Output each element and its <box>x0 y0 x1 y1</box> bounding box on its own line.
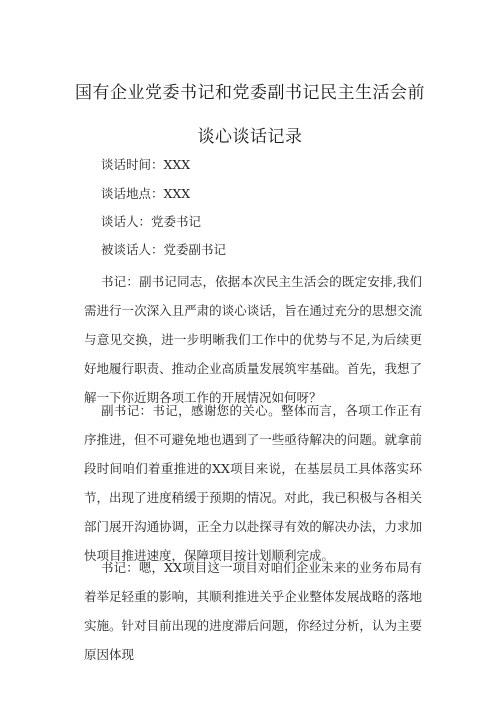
meta-time: 谈话时间：XXX <box>101 157 191 172</box>
meta-place: 谈话地点：XXX <box>101 186 191 201</box>
paragraph: 书记：副书记同志，依据本次民主生活会的既定安排,我们需进行一次深入且严肃的谈心谈话，旨在通过充分的思想交流与意见交换，进一步明晰我们工作中的优势与不足,为后续更好地履行职责、推动企业高质量发展筑牢基础。首先，我想了解一下你近期各项工作的开展情况如何呀？ <box>84 273 422 405</box>
meta-listener: 被谈话人：党委副书记 <box>101 242 227 257</box>
paragraph: 书记：嗯，XX项目这一项目对咱们企业未来的业务布局有着举足轻重的影响，其顺利推进关乎企业整体发展战略的落地实施。针对目前出现的进度滞后问题，你经过分析，认为主要原因体现 <box>84 559 422 662</box>
document-title-line-2: 谈心谈话记录 <box>197 127 303 147</box>
document-title-line-1: 国有企业党委书记和党委副书记民主生活会前 <box>75 83 425 103</box>
paragraph: 副书记：书记，感谢您的关心。整体而言，各项工作正有序推进，但不可避免地也遇到了一些亟待解决的问题。就拿前段时间咱们着重推进的XX项目来说，在基层员工具体落实环节，出现了进度稍缓于预期的情况。对此，我已积极与各相关部门展开沟通协调，正全力以赴探寻有效的解决办法，力求加快项目推进速度，保障项目按计划顺利完成。 <box>84 402 422 563</box>
meta-speaker: 谈话人：党委书记 <box>101 214 202 229</box>
